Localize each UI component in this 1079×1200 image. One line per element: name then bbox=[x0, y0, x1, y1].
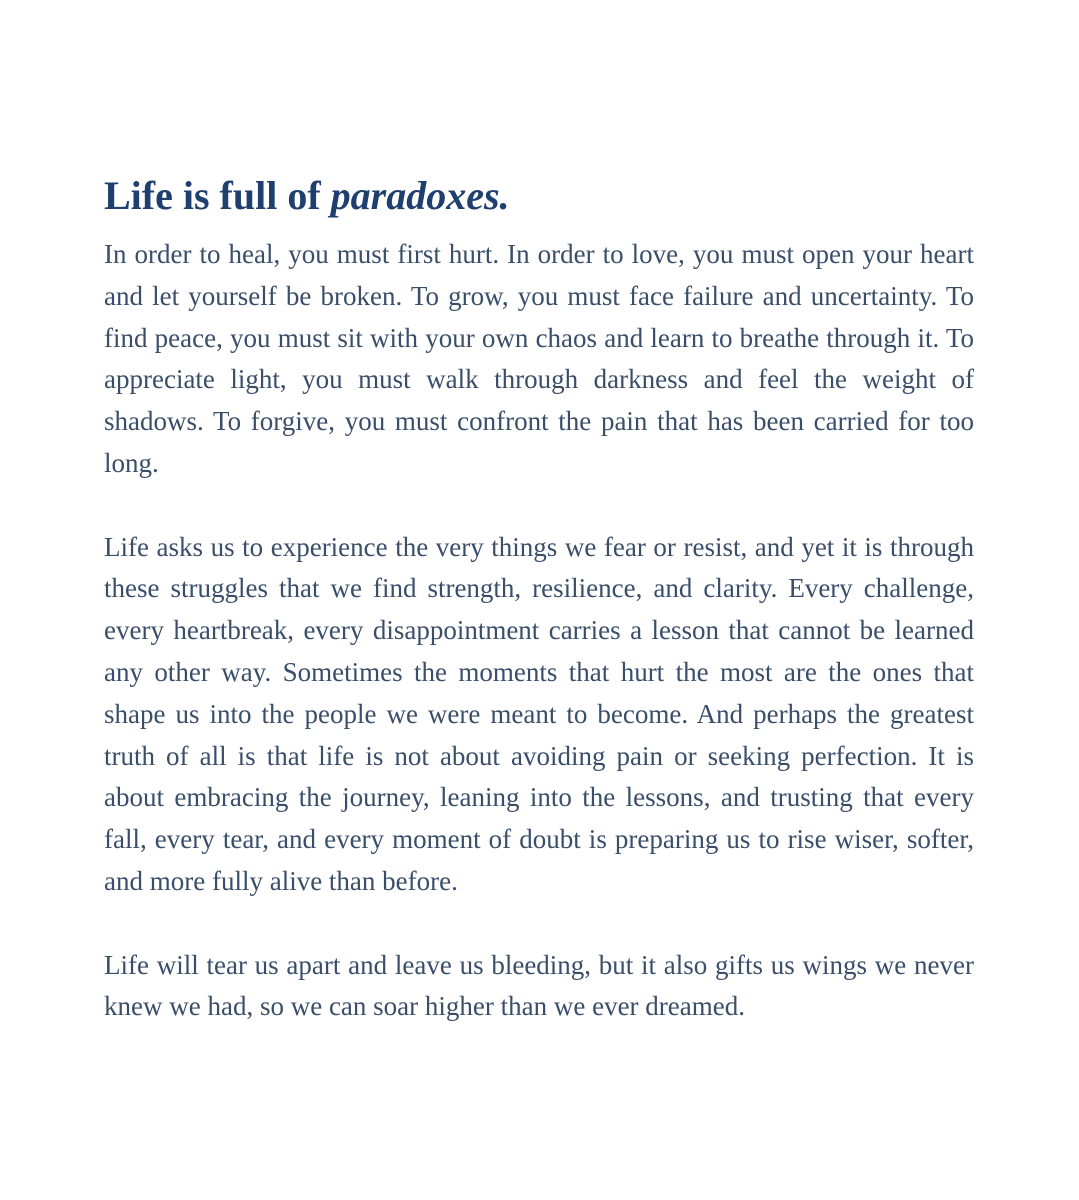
page-title bbox=[104, 168, 974, 224]
paragraph-1: In order to heal, you must first hurt. In order to love, you must open your heart and let yourself be broken. To grow, you must face failure and uncertainty. To find peace, you must sit with your own chaos and learn to breathe through it. To appreciate light, you must walk through darkness and feel the weight of shadows. To forgive, you must confront the pain that has been carried for too long. bbox=[104, 239, 974, 478]
paragraph-2: Life asks us to experience the very things we fear or resist, and yet it is through these struggles that we find strength, resilience, and clarity. Every challenge, every heartbreak, every disappointment carries a lesson that cannot be learned any other way. Sometimes the moments that hurt the most are the ones that shape us into the people we were meant to become. And perhaps the greatest truth of all is that life is not about avoiding pain or seeking perfection. It is about embracing the journey, leaning into the lessons, and trusting that every fall, every tear, and every moment of doubt is preparing us to rise wiser, softer, and more fully alive than before. bbox=[104, 531, 974, 896]
document-body bbox=[104, 168, 974, 1028]
title-start: Life is full of bbox=[104, 173, 331, 218]
paragraph-3: Life will tear us apart and leave us bleeding, but it also gifts us wings we never knew we had, so we can soar higher than we ever dreamed. bbox=[104, 949, 974, 1022]
title-emphasis: paradoxes. bbox=[330, 173, 510, 218]
